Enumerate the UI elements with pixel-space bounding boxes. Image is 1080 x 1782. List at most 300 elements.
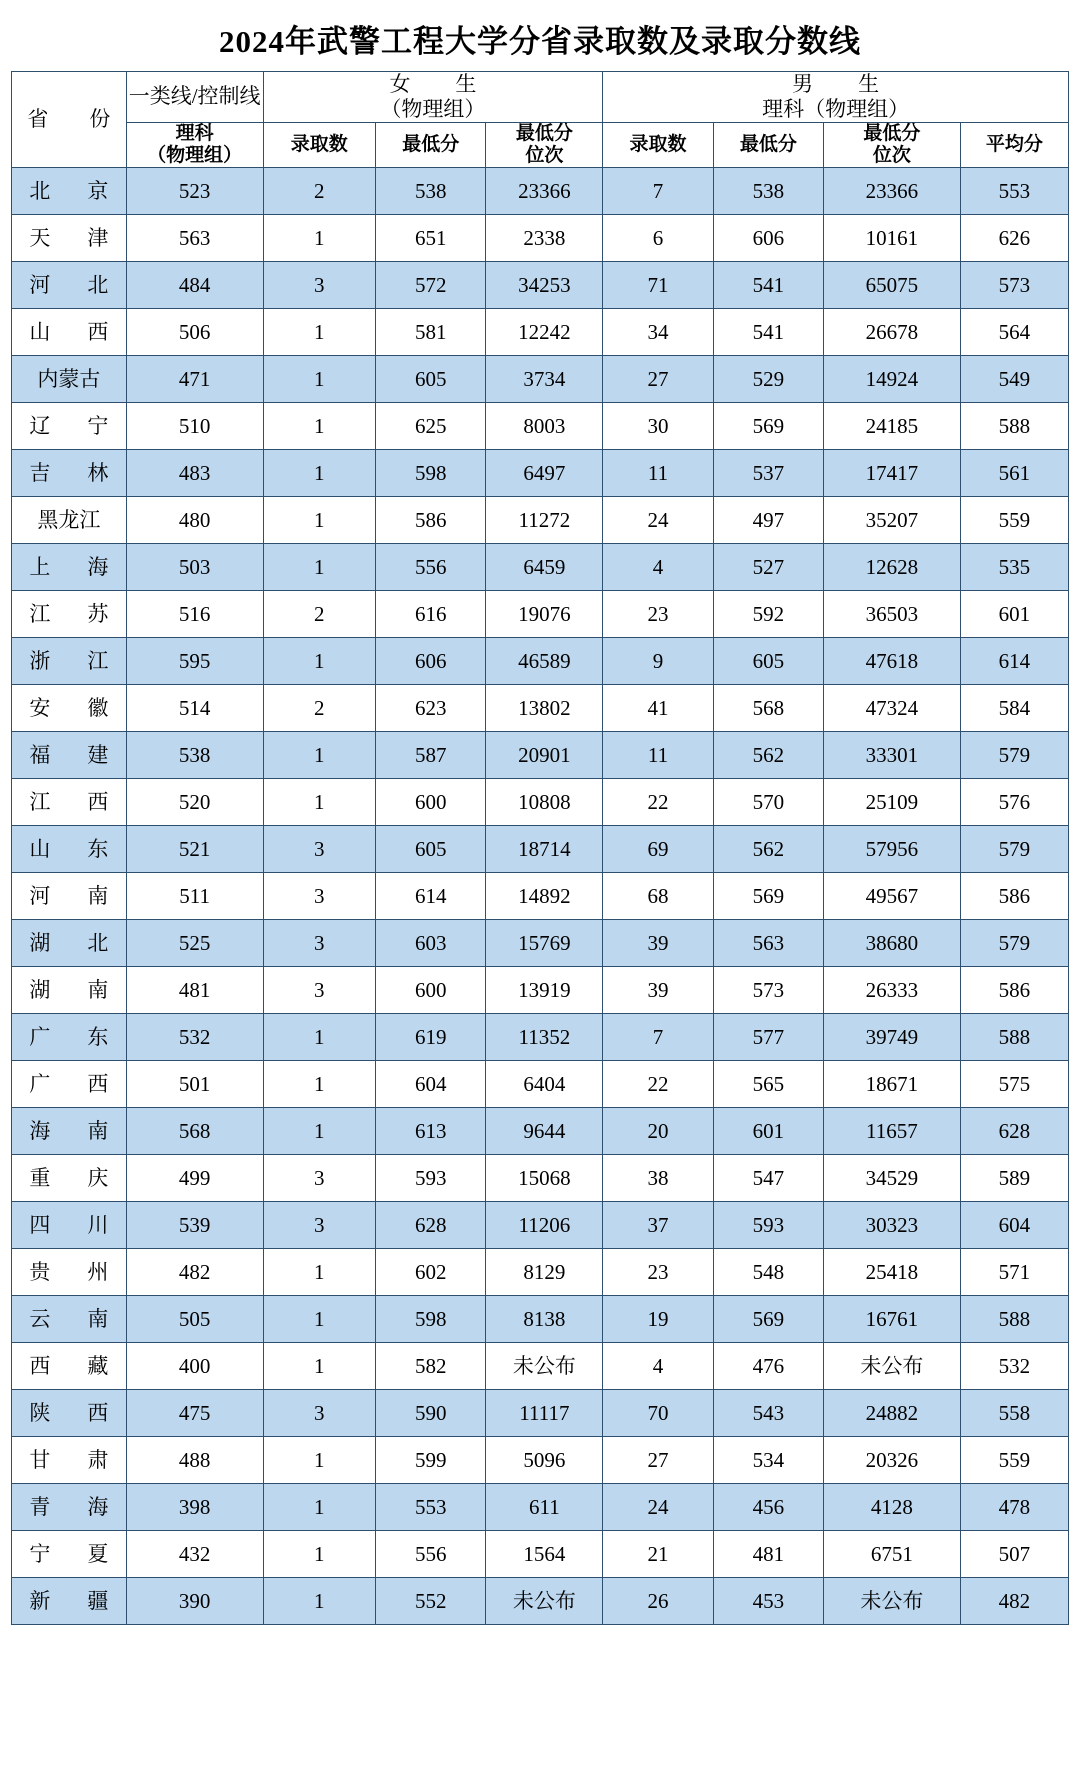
cell-boys-count: 23 [603,1249,713,1296]
header-girls-title: 女 生 [389,72,489,96]
cell-boys-min: 529 [713,356,823,403]
cell-girls-rank: 未公布 [486,1343,603,1390]
header-row-columns [12,122,1069,168]
cell-girls-min: 625 [376,403,486,450]
table-body [12,168,1069,1625]
cell-girls-rank: 8003 [486,403,603,450]
header-girls-rank [486,122,603,168]
cell-control-line: 471 [126,356,263,403]
cell-girls-rank: 5096 [486,1437,603,1484]
cell-boys-count: 11 [603,450,713,497]
cell-boys-count: 37 [603,1202,713,1249]
table-row [12,215,1069,262]
cell-boys-avg: 573 [960,262,1068,309]
cell-girls-min: 605 [376,826,486,873]
cell-boys-min: 537 [713,450,823,497]
cell-girls-count: 2 [263,591,376,638]
cell-province: 四 川 [12,1202,127,1249]
cell-boys-min: 592 [713,591,823,638]
header-boys-group [603,72,1069,123]
cell-girls-rank: 6404 [486,1061,603,1108]
cell-girls-count: 1 [263,1296,376,1343]
cell-girls-min: 556 [376,1531,486,1578]
table-row [12,1343,1069,1390]
cell-girls-count: 1 [263,1343,376,1390]
header-control-line-sub-l1: 理科 [175,122,214,144]
cell-girls-rank: 15068 [486,1155,603,1202]
cell-boys-min: 577 [713,1014,823,1061]
cell-girls-min: 538 [376,168,486,215]
cell-boys-avg: 558 [960,1390,1068,1437]
cell-girls-rank: 20901 [486,732,603,779]
cell-girls-min: 593 [376,1155,486,1202]
cell-girls-count: 1 [263,638,376,685]
cell-girls-rank: 611 [486,1484,603,1531]
cell-control-line: 538 [126,732,263,779]
cell-boys-count: 39 [603,967,713,1014]
cell-girls-count: 1 [263,309,376,356]
cell-girls-min: 598 [376,1296,486,1343]
cell-control-line: 539 [126,1202,263,1249]
cell-province: 吉 林 [12,450,127,497]
cell-boys-rank: 18671 [824,1061,961,1108]
cell-girls-rank: 46589 [486,638,603,685]
cell-boys-min: 476 [713,1343,823,1390]
cell-boys-avg: 586 [960,873,1068,920]
cell-boys-rank: 35207 [824,497,961,544]
cell-boys-avg: 589 [960,1155,1068,1202]
cell-boys-rank: 未公布 [824,1343,961,1390]
cell-boys-count: 70 [603,1390,713,1437]
table-row [12,1296,1069,1343]
cell-boys-count: 27 [603,1437,713,1484]
cell-boys-avg: 614 [960,638,1068,685]
cell-boys-min: 562 [713,826,823,873]
cell-control-line: 483 [126,450,263,497]
cell-girls-count: 1 [263,497,376,544]
cell-boys-count: 24 [603,497,713,544]
cell-girls-min: 616 [376,591,486,638]
cell-boys-avg: 579 [960,920,1068,967]
cell-girls-rank: 11352 [486,1014,603,1061]
cell-boys-rank: 12628 [824,544,961,591]
cell-girls-count: 1 [263,1531,376,1578]
cell-girls-rank: 3734 [486,356,603,403]
cell-control-line: 432 [126,1531,263,1578]
cell-girls-min: 556 [376,544,486,591]
cell-boys-count: 24 [603,1484,713,1531]
cell-boys-avg: 559 [960,497,1068,544]
cell-province: 湖 南 [12,967,127,1014]
cell-boys-rank: 14924 [824,356,961,403]
cell-control-line: 503 [126,544,263,591]
table-row [12,1484,1069,1531]
table-row [12,1437,1069,1484]
cell-province: 天 津 [12,215,127,262]
cell-boys-count: 9 [603,638,713,685]
cell-girls-rank: 11206 [486,1202,603,1249]
cell-boys-min: 538 [713,168,823,215]
header-row-groups [12,72,1069,123]
cell-boys-min: 605 [713,638,823,685]
header-boys-rank [824,122,961,168]
table-header [12,72,1069,168]
header-girls-min: 最低分 [376,122,486,168]
cell-boys-avg: 588 [960,403,1068,450]
cell-control-line: 505 [126,1296,263,1343]
cell-boys-rank: 47324 [824,685,961,732]
table-row [12,403,1069,450]
cell-boys-count: 23 [603,591,713,638]
cell-boys-rank: 未公布 [824,1578,961,1625]
cell-boys-rank: 6751 [824,1531,961,1578]
cell-girls-rank: 13802 [486,685,603,732]
cell-boys-rank: 65075 [824,262,961,309]
cell-control-line: 510 [126,403,263,450]
cell-control-line: 475 [126,1390,263,1437]
header-control-line-sub-l2: （物理组） [147,144,243,166]
cell-girls-min: 552 [376,1578,486,1625]
cell-girls-count: 1 [263,544,376,591]
cell-girls-min: 613 [376,1108,486,1155]
cell-boys-rank: 57956 [824,826,961,873]
cell-girls-min: 605 [376,356,486,403]
cell-girls-count: 1 [263,215,376,262]
cell-control-line: 499 [126,1155,263,1202]
header-girls-subtitle: （物理组） [380,96,486,121]
cell-province: 陕 西 [12,1390,127,1437]
cell-girls-rank: 13919 [486,967,603,1014]
cell-boys-avg: 604 [960,1202,1068,1249]
cell-girls-count: 3 [263,920,376,967]
cell-boys-min: 570 [713,779,823,826]
cell-girls-rank: 6459 [486,544,603,591]
cell-boys-min: 547 [713,1155,823,1202]
table-row [12,826,1069,873]
cell-girls-rank: 8138 [486,1296,603,1343]
header-girls-count: 录取数 [263,122,376,168]
header-boys-subtitle: 理科（物理组） [762,96,910,121]
cell-boys-rank: 33301 [824,732,961,779]
header-girls-rank-l1: 最低分 [515,122,573,144]
cell-province: 湖 北 [12,920,127,967]
table-row [12,967,1069,1014]
cell-girls-count: 3 [263,873,376,920]
cell-control-line: 501 [126,1061,263,1108]
cell-girls-count: 1 [263,1249,376,1296]
cell-province: 内蒙古 [12,356,127,403]
cell-boys-rank: 34529 [824,1155,961,1202]
table-row [12,1014,1069,1061]
cell-boys-min: 497 [713,497,823,544]
cell-boys-min: 563 [713,920,823,967]
cell-girls-min: 604 [376,1061,486,1108]
cell-boys-avg: 559 [960,1437,1068,1484]
header-control-line-sub [126,122,263,168]
cell-boys-rank: 26678 [824,309,961,356]
cell-control-line: 532 [126,1014,263,1061]
cell-boys-avg: 586 [960,967,1068,1014]
cell-girls-count: 3 [263,262,376,309]
cell-boys-rank: 49567 [824,873,961,920]
cell-boys-avg: 553 [960,168,1068,215]
cell-boys-avg: 561 [960,450,1068,497]
cell-girls-rank: 11272 [486,497,603,544]
cell-girls-rank: 10808 [486,779,603,826]
header-boys-count: 录取数 [603,122,713,168]
header-boys-rank-l1: 最低分 [863,122,921,144]
cell-girls-min: 572 [376,262,486,309]
cell-boys-rank: 39749 [824,1014,961,1061]
cell-boys-count: 19 [603,1296,713,1343]
header-province: 省 份 [12,72,127,168]
cell-province: 浙 江 [12,638,127,685]
cell-boys-avg: 579 [960,826,1068,873]
cell-boys-count: 39 [603,920,713,967]
header-girls-rank-l2: 位次 [525,144,564,166]
cell-control-line: 523 [126,168,263,215]
cell-boys-avg: 576 [960,779,1068,826]
cell-boys-count: 69 [603,826,713,873]
table-row [12,168,1069,215]
cell-boys-rank: 25418 [824,1249,961,1296]
cell-girls-rank: 9644 [486,1108,603,1155]
cell-boys-rank: 10161 [824,215,961,262]
cell-province: 河 南 [12,873,127,920]
cell-girls-min: 651 [376,215,486,262]
cell-girls-rank: 15769 [486,920,603,967]
cell-girls-rank: 34253 [486,262,603,309]
cell-boys-avg: 584 [960,685,1068,732]
cell-boys-count: 26 [603,1578,713,1625]
cell-boys-count: 7 [603,1014,713,1061]
cell-control-line: 568 [126,1108,263,1155]
table-row [12,1202,1069,1249]
cell-boys-min: 593 [713,1202,823,1249]
cell-boys-min: 527 [713,544,823,591]
cell-boys-count: 34 [603,309,713,356]
cell-boys-count: 41 [603,685,713,732]
cell-control-line: 488 [126,1437,263,1484]
cell-boys-min: 562 [713,732,823,779]
header-boys-title: 男 生 [792,72,892,96]
table-row [12,873,1069,920]
cell-girls-rank: 2338 [486,215,603,262]
table-row [12,779,1069,826]
cell-girls-min: 606 [376,638,486,685]
cell-boys-rank: 36503 [824,591,961,638]
cell-girls-min: 602 [376,1249,486,1296]
table-row [12,1108,1069,1155]
table-row [12,1531,1069,1578]
table-row [12,262,1069,309]
cell-girls-min: 599 [376,1437,486,1484]
cell-control-line: 398 [126,1484,263,1531]
cell-boys-min: 541 [713,262,823,309]
table-row [12,1390,1069,1437]
cell-boys-avg: 478 [960,1484,1068,1531]
cell-control-line: 482 [126,1249,263,1296]
cell-boys-count: 21 [603,1531,713,1578]
cell-boys-rank: 17417 [824,450,961,497]
cell-girls-min: 600 [376,779,486,826]
cell-boys-rank: 26333 [824,967,961,1014]
cell-girls-rank: 11117 [486,1390,603,1437]
cell-boys-count: 38 [603,1155,713,1202]
table-row [12,309,1069,356]
cell-boys-min: 548 [713,1249,823,1296]
cell-boys-rank: 4128 [824,1484,961,1531]
cell-girls-count: 2 [263,685,376,732]
cell-province: 上 海 [12,544,127,591]
cell-boys-count: 68 [603,873,713,920]
cell-boys-rank: 30323 [824,1202,961,1249]
cell-province: 江 西 [12,779,127,826]
cell-province: 贵 州 [12,1249,127,1296]
cell-control-line: 511 [126,873,263,920]
cell-boys-avg: 601 [960,591,1068,638]
cell-province: 广 西 [12,1061,127,1108]
cell-girls-min: 590 [376,1390,486,1437]
cell-control-line: 506 [126,309,263,356]
cell-girls-count: 1 [263,1484,376,1531]
cell-control-line: 390 [126,1578,263,1625]
cell-province: 西 藏 [12,1343,127,1390]
cell-province: 黑龙江 [12,497,127,544]
cell-girls-count: 1 [263,1578,376,1625]
cell-boys-count: 4 [603,544,713,591]
cell-control-line: 480 [126,497,263,544]
cell-girls-rank: 未公布 [486,1578,603,1625]
cell-province: 山 东 [12,826,127,873]
cell-boys-avg: 482 [960,1578,1068,1625]
cell-boys-avg: 535 [960,544,1068,591]
cell-boys-avg: 579 [960,732,1068,779]
cell-girls-min: 619 [376,1014,486,1061]
table-row [12,1578,1069,1625]
cell-girls-count: 1 [263,1108,376,1155]
cell-province: 河 北 [12,262,127,309]
cell-boys-rank: 38680 [824,920,961,967]
cell-boys-avg: 571 [960,1249,1068,1296]
cell-province: 辽 宁 [12,403,127,450]
cell-boys-avg: 564 [960,309,1068,356]
cell-province: 青 海 [12,1484,127,1531]
cell-boys-min: 569 [713,873,823,920]
cell-control-line: 525 [126,920,263,967]
cell-girls-min: 582 [376,1343,486,1390]
cell-boys-avg: 626 [960,215,1068,262]
cell-boys-avg: 588 [960,1296,1068,1343]
cell-boys-rank: 11657 [824,1108,961,1155]
cell-girls-min: 603 [376,920,486,967]
table-row [12,732,1069,779]
table-row [12,1249,1069,1296]
cell-province: 宁 夏 [12,1531,127,1578]
cell-province: 安 徽 [12,685,127,732]
table-row [12,1061,1069,1108]
cell-boys-avg: 507 [960,1531,1068,1578]
cell-control-line: 563 [126,215,263,262]
cell-boys-rank: 47618 [824,638,961,685]
cell-control-line: 481 [126,967,263,1014]
cell-girls-rank: 8129 [486,1249,603,1296]
cell-girls-count: 2 [263,168,376,215]
table-row [12,920,1069,967]
cell-girls-rank: 6497 [486,450,603,497]
cell-boys-min: 453 [713,1578,823,1625]
cell-boys-rank: 16761 [824,1296,961,1343]
cell-boys-min: 606 [713,215,823,262]
table-row [12,591,1069,638]
cell-boys-avg: 588 [960,1014,1068,1061]
cell-boys-min: 534 [713,1437,823,1484]
cell-girls-min: 586 [376,497,486,544]
cell-girls-count: 1 [263,356,376,403]
cell-boys-avg: 628 [960,1108,1068,1155]
cell-boys-count: 7 [603,168,713,215]
cell-boys-count: 22 [603,779,713,826]
cell-girls-rank: 14892 [486,873,603,920]
table-row [12,685,1069,732]
header-boys-avg: 平均分 [960,122,1068,168]
table-row [12,1155,1069,1202]
table-row [12,497,1069,544]
cell-boys-min: 601 [713,1108,823,1155]
cell-girls-count: 3 [263,1390,376,1437]
page-title: 2024年武警工程大学分省录取数及录取分数线 [219,24,861,59]
cell-boys-count: 22 [603,1061,713,1108]
cell-girls-min: 614 [376,873,486,920]
cell-girls-min: 598 [376,450,486,497]
cell-boys-min: 541 [713,309,823,356]
cell-boys-rank: 20326 [824,1437,961,1484]
cell-boys-min: 569 [713,1296,823,1343]
cell-girls-count: 3 [263,967,376,1014]
cell-province: 北 京 [12,168,127,215]
cell-control-line: 516 [126,591,263,638]
cell-girls-min: 553 [376,1484,486,1531]
cell-girls-count: 1 [263,732,376,779]
cell-boys-rank: 23366 [824,168,961,215]
table-row [12,544,1069,591]
cell-girls-count: 1 [263,403,376,450]
table-row [12,450,1069,497]
cell-province: 重 庆 [12,1155,127,1202]
cell-boys-count: 6 [603,215,713,262]
cell-province: 山 西 [12,309,127,356]
cell-girls-count: 1 [263,1437,376,1484]
cell-province: 海 南 [12,1108,127,1155]
cell-girls-rank: 1564 [486,1531,603,1578]
cell-girls-min: 600 [376,967,486,1014]
header-control-line: 一类线/控制线 [126,72,263,123]
cell-girls-count: 1 [263,1061,376,1108]
cell-boys-min: 569 [713,403,823,450]
cell-boys-rank: 25109 [824,779,961,826]
admission-table [11,71,1069,1625]
header-boys-rank-l2: 位次 [872,144,911,166]
cell-girls-min: 587 [376,732,486,779]
cell-boys-count: 4 [603,1343,713,1390]
cell-girls-count: 3 [263,826,376,873]
table-row [12,638,1069,685]
cell-girls-min: 623 [376,685,486,732]
cell-province: 云 南 [12,1296,127,1343]
cell-boys-rank: 24882 [824,1390,961,1437]
cell-girls-min: 628 [376,1202,486,1249]
cell-boys-count: 11 [603,732,713,779]
